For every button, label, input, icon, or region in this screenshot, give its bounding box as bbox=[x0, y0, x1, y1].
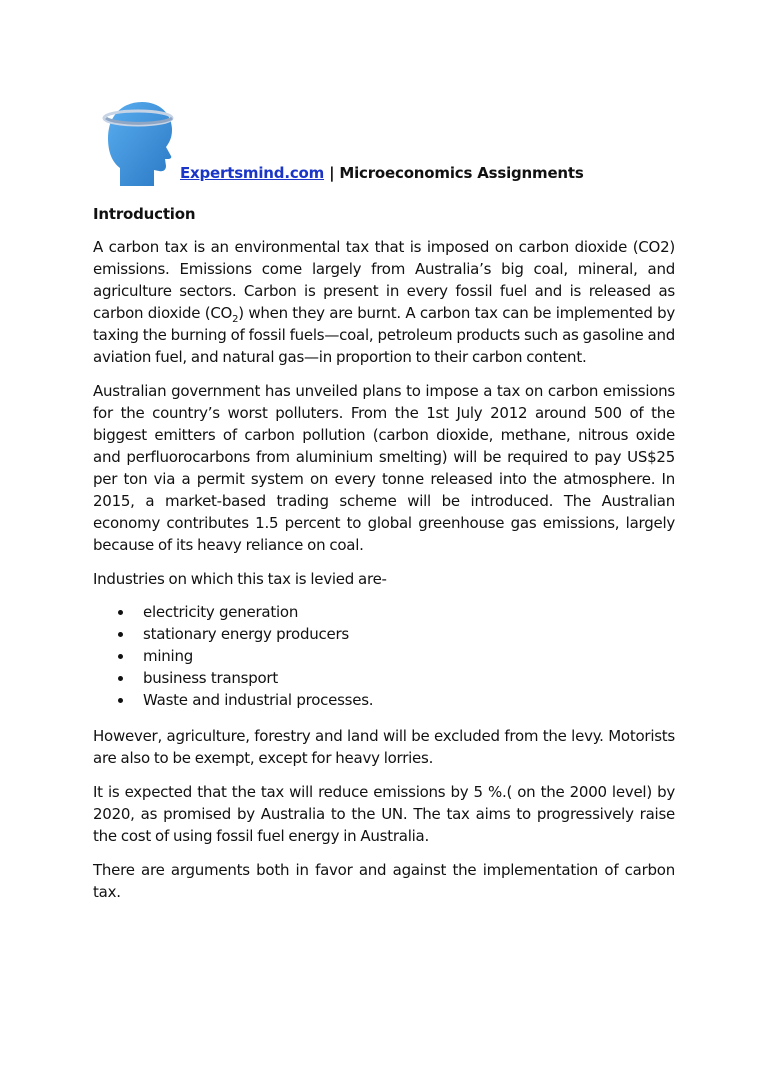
section-heading: Introduction bbox=[93, 205, 196, 223]
header-subject: Microeconomics Assignments bbox=[339, 164, 584, 182]
list-item: mining bbox=[143, 645, 675, 667]
paragraph-intro-part1: A carbon tax is an environmental tax that is imposed on carbon dioxide (CO2) emissions. Emissions come largely from Australia’s big coal, mineral, and agriculture sectors. Carbon is present in every fossil fuel and is released as carbon dioxide (CO bbox=[93, 238, 675, 322]
paragraph-exclusions: However, agriculture, forestry and land will be excluded from the levy. Motorists are also to be exempt, except for heavy lorries. bbox=[93, 727, 675, 767]
industries-list bbox=[93, 601, 675, 711]
paragraph-government-plans: Australian government has unveiled plans to impose a tax on carbon emissions for the country’s worst polluters. From the 1st July 2012 around 500 of the biggest emitters of carbon pollution (carbon dioxide, methane, nitrous oxide and perfluorocarbons from aluminium smelting) will be required to pay US$25 per ton via a permit system on every tonne released into the atmosphere. In 2015, a market-based trading scheme will be introduced. The Australian economy contributes 1.5 percent to global greenhouse gas emissions, largely because of its heavy reliance on coal. bbox=[93, 382, 675, 554]
paragraph-intro-part2: ) when they are burnt. A carbon tax can be implemented by taxing the burning of fossil fuels—coal, petroleum products such as gasoline and aviation fuel, and natural gas—in proportion to their carbon content. bbox=[93, 304, 675, 366]
paragraph-intro bbox=[93, 236, 675, 368]
list-item: electricity generation bbox=[143, 601, 675, 623]
expertsmind-link[interactable]: Expertsmind.com bbox=[180, 164, 325, 182]
list-item: Waste and industrial processes. bbox=[143, 689, 675, 711]
list-intro: Industries on which this tax is levied are- bbox=[93, 570, 387, 588]
list-item: stationary energy producers bbox=[143, 623, 675, 645]
header-separator: | bbox=[324, 164, 340, 182]
head-silhouette-icon bbox=[98, 96, 180, 186]
co2-subscript: 2 bbox=[232, 314, 239, 325]
paragraph-arguments: There are arguments both in favor and against the implementation of carbon tax. bbox=[93, 861, 675, 901]
document-header bbox=[180, 162, 584, 184]
list-item: business transport bbox=[143, 667, 675, 689]
document-body bbox=[93, 203, 675, 915]
paragraph-expectations: It is expected that the tax will reduce emissions by 5 %.( on the 2000 level) by 2020, as promised by Australia to the UN. The tax aims to progressively raise the cost of using fossil fuel energy in Australia. bbox=[93, 783, 675, 845]
